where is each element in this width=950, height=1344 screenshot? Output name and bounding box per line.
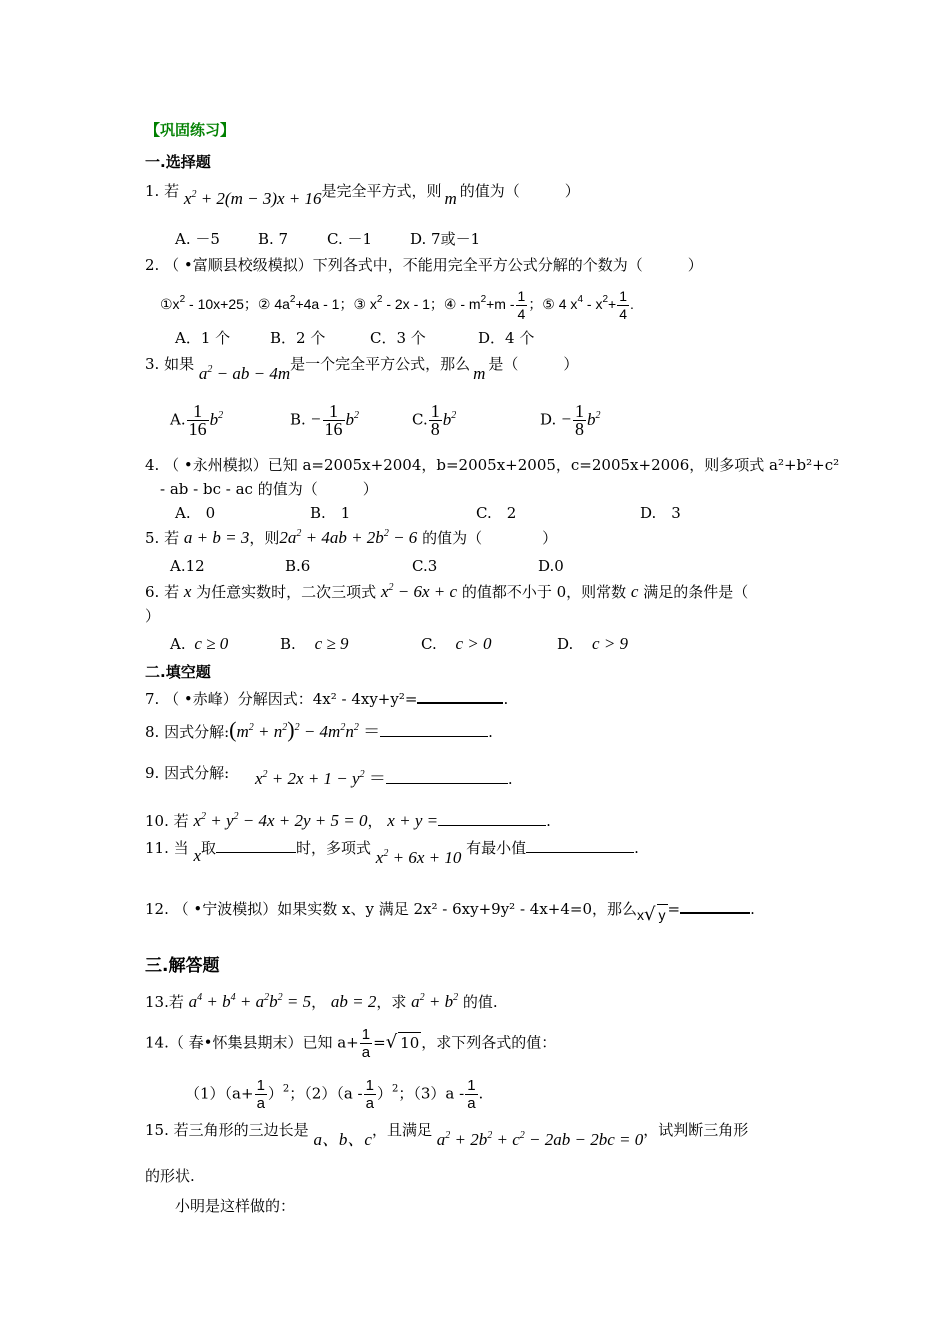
q7-number: 7. <box>145 690 160 708</box>
question-8 <box>145 717 493 742</box>
q3-number: 3. <box>145 355 160 373</box>
q5-suffix: 的值为（ ） <box>422 529 558 547</box>
q5-option-b: B.6 <box>285 557 311 575</box>
q15-suffix: ，试判断三角形 <box>643 1121 749 1139</box>
q4-option-a: A. 0 <box>175 504 216 522</box>
question-14: 14.（ 春•怀集县期末）已知 a+ $\frac{1}{a}$ =√ 10 ，求下列各式的值： <box>145 1026 557 1061</box>
question-1 <box>145 181 580 208</box>
section-answer: 三.解答题 <box>145 956 220 976</box>
q15-prefix: 若三角形的三边长是 <box>173 1121 309 1139</box>
q9-expression: $x^2 + 2x + 1 - y^2$ ＝ <box>255 769 386 788</box>
q4-line1: （ •永州模拟）已知 a=2005x+2004，b=2005x+2005，c=2005x+2006，则多项式 a²+b²+c² <box>164 456 840 474</box>
q1-option-b: B. 7 <box>258 230 289 248</box>
q5-option-c: C.3 <box>412 557 438 575</box>
q11-answer-blank-2[interactable] <box>526 838 634 853</box>
q10-number: 10. <box>145 812 169 830</box>
q12-text: （ •宁波模拟）如果实数 x、y 满足 2x² - 6xy+9y² - 4x+4=0，那么 <box>173 900 638 918</box>
q12-end: . <box>750 900 755 918</box>
q12-answer-blank[interactable] <box>680 898 750 914</box>
q1-option-a: A. －5 <box>175 230 220 248</box>
q12-expression: x√ y <box>637 904 666 925</box>
question-11 <box>145 838 639 867</box>
q8-text: 因式分解: <box>164 723 230 741</box>
q3-option-d: D. − $\frac{1}{8}$ $b^2$ <box>540 401 601 439</box>
q6-option-a: A. c ≥ 0 <box>170 634 229 653</box>
question-6: 6. 若 x 为任意实数时，二次三项式 $x^2 - 6x + c$ 的值都不小于 0，则常数 c 满足的条件是（ <box>145 582 749 601</box>
q8-expression: $(m^2 + n^2)^2 - 4m^2n^2$ ＝ <box>229 717 381 742</box>
q11-mid3: 有最小值 <box>466 839 527 857</box>
q2-option-b: B．2 个 <box>270 329 326 347</box>
q7-text: （ •赤峰）分解因式：4x² - 4xy+y²= <box>164 690 418 708</box>
q5-condition: a + b = 3 <box>183 528 250 547</box>
q10-end: . <box>546 812 551 830</box>
q2-option-d: D．4 个 <box>478 329 535 347</box>
q6-option-d: D. c > 9 <box>557 634 629 653</box>
q7-answer-blank[interactable] <box>417 688 503 704</box>
q11-prefix: 当 <box>173 839 189 857</box>
section-choice: 一.选择题 <box>145 153 211 171</box>
q2-option-c: C．3 个 <box>370 329 426 347</box>
question-5 <box>145 528 557 548</box>
q6-line2: ） <box>145 607 161 625</box>
q8-end: . <box>488 723 493 741</box>
q13-expression-1: $a^4 + b^4 + a^2b^2 = 5$ <box>188 992 312 1011</box>
q6-number: 6. <box>145 583 160 601</box>
q4-number: 4. <box>145 456 160 474</box>
q13-number: 13. <box>145 993 169 1011</box>
q3-suffix: 是（ ） <box>488 355 579 373</box>
q5-middle: ，则 <box>249 529 280 547</box>
q9-text: 因式分解: <box>164 764 230 782</box>
q2-text: （ •富顺县校级模拟）下列各式中，不能用完全平方公式分解的个数为（ ） <box>164 256 703 274</box>
q15-vars: a、b、c <box>313 1130 372 1149</box>
q4-option-d: D. 3 <box>640 504 681 522</box>
question-10 <box>145 811 551 831</box>
q15-line3: 小明是这样做的： <box>175 1197 296 1215</box>
q3-var: m <box>473 364 486 383</box>
q8-number: 8. <box>145 723 160 741</box>
q5-number: 5. <box>145 529 160 547</box>
q11-number: 11. <box>145 839 169 857</box>
q2-option-a: A．1 个 <box>175 329 231 347</box>
q4-option-b: B. 1 <box>310 504 351 522</box>
question-12: 12. （ •宁波模拟）如果实数 x、y 满足 2x² - 6xy+9y² - 4x+4=0，那么x√ y = . <box>145 900 755 925</box>
q10-sep: ， <box>367 812 383 830</box>
q1-expression: $x^2 + 2(m - 3)x + 16$ <box>183 189 322 208</box>
q9-end: . <box>507 770 513 788</box>
q1-suffix: 的值为（ ） <box>459 182 580 200</box>
question-3 <box>145 354 579 383</box>
question-9 <box>145 763 229 783</box>
q11-mid2: 时，多项式 <box>296 839 372 857</box>
practice-header: 【巩固练习】 <box>145 121 236 139</box>
q3-option-a: A. $\frac{1}{16}$ $b^2$ <box>170 401 224 439</box>
q10-ask: x + y = <box>387 811 439 830</box>
q2-items: $①x^2 - 10x+25$；② $4a^2+4a - 1$；③ $x^2 - 2x - 1$；④ - $m^2+m$ - $\frac{1}{4}$ ；⑤ 4 $x^4 - x^2+$ $\frac{1}{4}$ . <box>160 288 634 322</box>
q5-prefix: 若 <box>164 529 180 547</box>
q15-number: 15. <box>145 1121 169 1139</box>
q9-answer-blank[interactable] <box>386 769 508 784</box>
q1-var: m <box>444 189 457 208</box>
q1-prefix: 若 <box>164 182 180 200</box>
q11-end: . <box>634 839 639 857</box>
q13-prefix: 若 <box>168 993 184 1011</box>
q13-sep: ， <box>311 993 327 1011</box>
q2-number: 2. <box>145 256 160 274</box>
q3-option-c: C. $\frac{1}{8}$ $b^2$ <box>412 401 457 439</box>
q9-expression-line <box>255 769 513 789</box>
q3-prefix: 如果 <box>164 355 195 373</box>
q5-option-a: A.12 <box>170 557 205 575</box>
q1-number: 1. <box>145 182 160 200</box>
question-4 <box>145 455 839 475</box>
q13-expression-2: ab = 2 <box>330 992 377 1011</box>
q6-option-b: B. c ≥ 9 <box>280 634 349 653</box>
q11-var: x <box>193 846 201 865</box>
q15-expression: $a^2 + 2b^2 + c^2 - 2ab - 2bc = 0$ <box>436 1130 644 1149</box>
q9-number: 9. <box>145 764 160 782</box>
q5-expression: $2a^2 + 4ab + 2b^2 - 6$ <box>279 528 418 547</box>
q10-prefix: 若 <box>173 812 189 830</box>
q10-answer-blank[interactable] <box>438 811 546 826</box>
q6-option-c: C. c > 0 <box>421 634 492 653</box>
q15-middle: ，且满足 <box>371 1121 432 1139</box>
question-7 <box>145 688 508 709</box>
q14-number: 14. <box>145 1033 169 1052</box>
q8-answer-blank[interactable] <box>380 722 488 737</box>
q14-parts: （1）（a+ $\frac{1}{a}$ ）$^2$；（2）（a - $\frac{1}{a}$ ）$^2$；（3）a - $\frac{1}{a}$ . <box>185 1077 484 1112</box>
question-15 <box>145 1120 749 1149</box>
q10-expression: $x^2 + y^2 - 4x + 2y + 5 = 0$ <box>193 811 368 830</box>
question-13: 13.若 $a^4 + b^4 + a^2b^2 = 5$， ab = 2，求 $a^2 + b^2$ 的值. <box>145 992 498 1011</box>
q12-number: 12. <box>145 900 169 918</box>
q3-expression: $a^2$ − ab − 4m <box>198 364 291 383</box>
q7-end: . <box>503 690 509 708</box>
q1-option-c: C. －1 <box>327 230 373 248</box>
section-fill-in: 二.填空题 <box>145 663 211 681</box>
q4-option-c: C. 2 <box>476 504 517 522</box>
q4-line2: - ab - bc - ac 的值为（ ） <box>160 480 378 498</box>
q15-line2: 的形状. <box>145 1167 195 1185</box>
q11-mid1: 取 <box>200 839 216 857</box>
question-2 <box>145 255 703 275</box>
q11-expression: $x^2 + 6x + 10$ <box>375 848 462 867</box>
q3-option-b: B. − $\frac{1}{16}$ $b^2$ <box>290 401 360 439</box>
q5-option-d: D.0 <box>538 557 564 575</box>
q3-middle: 是一个完全平方公式，那么 <box>290 355 471 373</box>
q1-middle: 是完全平方式，则 <box>321 182 442 200</box>
q1-option-d: D. 7或－1 <box>410 230 481 248</box>
q11-answer-blank-1[interactable] <box>216 838 296 853</box>
